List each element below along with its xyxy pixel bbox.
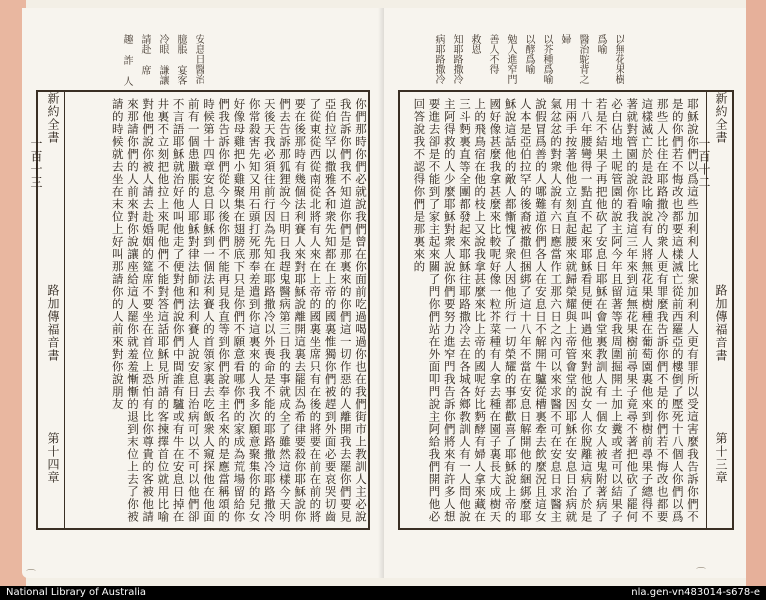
footer-identifier: nla.gen-vn483014-s678-e [631, 587, 760, 598]
right-margin-annotations [404, 34, 624, 90]
header-divider [64, 92, 65, 528]
left-page [22, 8, 384, 578]
annotation: 人 [121, 76, 132, 86]
annotation: 以芥種爲喻 [541, 34, 552, 84]
annotation: 安息日醫治 [193, 34, 204, 84]
chapter-label: 第十四章 [46, 432, 60, 484]
annotation: 病耶路撒冷 [433, 34, 444, 84]
footer-credit: National Library of Australia [6, 587, 147, 598]
annotation: 冷眼 [157, 34, 168, 54]
right-page [384, 8, 746, 578]
annotation: 席 [139, 65, 150, 75]
annotation: 詐 [121, 55, 132, 65]
footer-bar [0, 586, 766, 600]
pencil-mark: ⌒ [696, 568, 706, 578]
page-number: 一百十二 [697, 137, 711, 189]
left-body-text: 你們那時你們必就說我們曾在你面前吃過喝過你也在我們街市上教訓人主必說我告訴你們我不知道你們是那裏來的你們這一切作惡的人離開我去罷你們要見亞伯拉罕以撒雅各和衆先知都在上帝的國裏惟獨你們被趕到外面必要哀哭切齒了從東從西從南從北將有人來在上帝的國裏坐席只有在後的將要在前在前的將要在後那時有幾個法利賽人來對耶穌說離開這裏去罷因為希律要殺你耶穌說你們去告訴那狐狸說今日明日我趕鬼醫病第三日我的事就成全了雖然這樣今天明天後天我必須往前行因為先知在耶路撒冷以外喪命是不能的耶路撒冷耶路撒冷你常殺害先知又用石頭打死那奉差遣到你這裏來的人我多次願意聚集你的兒女好像母雞把小雞聚集在翅膀底下只是你們不願意看哪你們的家成為荒場留給你們我告訴你們從今以後你們不能再見我直等到你們說奉主名來的是應當稱頌的時候第十四章安息日耶穌到一個法利賽人的首領家裏去吃飯衆人窺探他在他面前有一個患臌脹的人耶穌對律法師和法利賽人說安息日治病可以不可以他們卻不言語耶穌就治好他叫他走了便對他們說你們中間誰有驢或有牛在安息日掉在井裏不立刻把他拉上來呢他們不能對答這話耶穌見所請的客揀擇首位就用比喻對他們說你被人請去赴婚姻的筵席不要坐在首位上恐怕有比你尊貴的客被他請來那請你們的人前來對你說讓座給這人罷你就羞羞慚慚的退到末位上去了你被請的時候就去坐在末位上好叫那請你的人前來對你說朋友 [110, 98, 368, 523]
annotation: 婦 [559, 34, 570, 44]
book-cover-edge-right [746, 0, 766, 586]
gospel-title: 路加傳福音書 [714, 284, 728, 362]
gospel-title: 路加傳福音書 [46, 284, 60, 362]
annotation: 請赴 [139, 34, 150, 54]
left-text-frame [29, 90, 370, 530]
annotation: 救恩 [469, 34, 480, 54]
annotation: 醫治駝背之 [577, 34, 588, 84]
annotation: 善人不得 [487, 34, 498, 74]
annotation: 謙讓 [157, 65, 168, 85]
chapter-label: 第十三章 [714, 432, 728, 484]
pencil-mark: ⌒ [26, 570, 36, 578]
right-header-column [697, 92, 730, 528]
left-margin-annotations [84, 34, 204, 90]
book-title: 新約全書 [46, 92, 60, 144]
page-number: 一百十三 [29, 137, 43, 189]
book-title: 新約全書 [714, 92, 728, 144]
annotation: 以無花果樹 [613, 34, 624, 84]
annotation: 以酵爲喻 [523, 34, 534, 74]
annotation: 趣 [121, 34, 132, 44]
right-body-text: 耶穌說你們以爲這些加利利人比衆加利利人更有罪所以受這害麼我告訴你們不是的你們若不悔改也都要這樣滅亡從前西羅亞的樓倒了壓死十八個人你們以爲那些人比住在耶路撒冷的衆人更有罪麼我告訴你們不是的你們若不悔改也都要這樣滅亡於是設比喻說有人將無花果樹種在葡萄園裏他來到樹前尋果子總得不著就對管園的說你看我這三年來到這無花果樹前尋果子竟尋不著把他砍了罷何必白佔地土呢管園的說主阿今年且留著等我周圍掘開土加上糞或者可以結果子若是不結果子再把他砍了安息日耶穌在會堂裏教訓人有一個女人被鬼附著病了十八年腰彎得一點直不起來耶穌看見便叫過他來對他說女人你脫離這病了於是用兩手按著他他立刻直起腰來就歸榮耀與上帝管會堂的因耶穌在安息日治病就氣忿忿的對衆人說有六日應當作工那六日之內可以來求醫不可在安息日求醫主說假冒爲善的人哪難道你們各人在安息日不解開牛驢從槽裏牽去飲麼況且這女人本是亞伯拉罕的後裔被撒但捆綁了這十八年不當在安息日解開他的綑綁麼耶穌說這話他的敵人都慚愧了衆人因他所行一切榮耀的事都歡喜了耶穌說上帝的國好像甚麼我拿甚麼來比較呢好像一粒芥菜種有人拿去種在園子裏長大成樹天上的飛鳥宿在他的枝上又說我拿甚麼來比上帝的國呢好比麪酵有婦人拿來藏在三斗麪裏直等全團都發起來耶穌往耶路撒冷去在各城各鄉教訓人有一人問他說主阿得救的人少麼耶穌對衆人說你們要努力進窄門我告訴你們將來有許多人想要進去卻是不能到了家主起來關了門你們站在外面叩門說主阿給我們開門他必回答說我不認得你們是那裏來的 [412, 98, 700, 523]
annotation: 宴客 [175, 65, 186, 85]
annotation: 知耶路撒冷 [451, 34, 462, 84]
left-header-column [29, 92, 62, 528]
annotation: 勉人進窄門 [505, 34, 516, 84]
annotation: 爲喻 [595, 34, 606, 54]
annotation: 臆脹 [175, 34, 186, 54]
right-text-frame [398, 90, 734, 530]
